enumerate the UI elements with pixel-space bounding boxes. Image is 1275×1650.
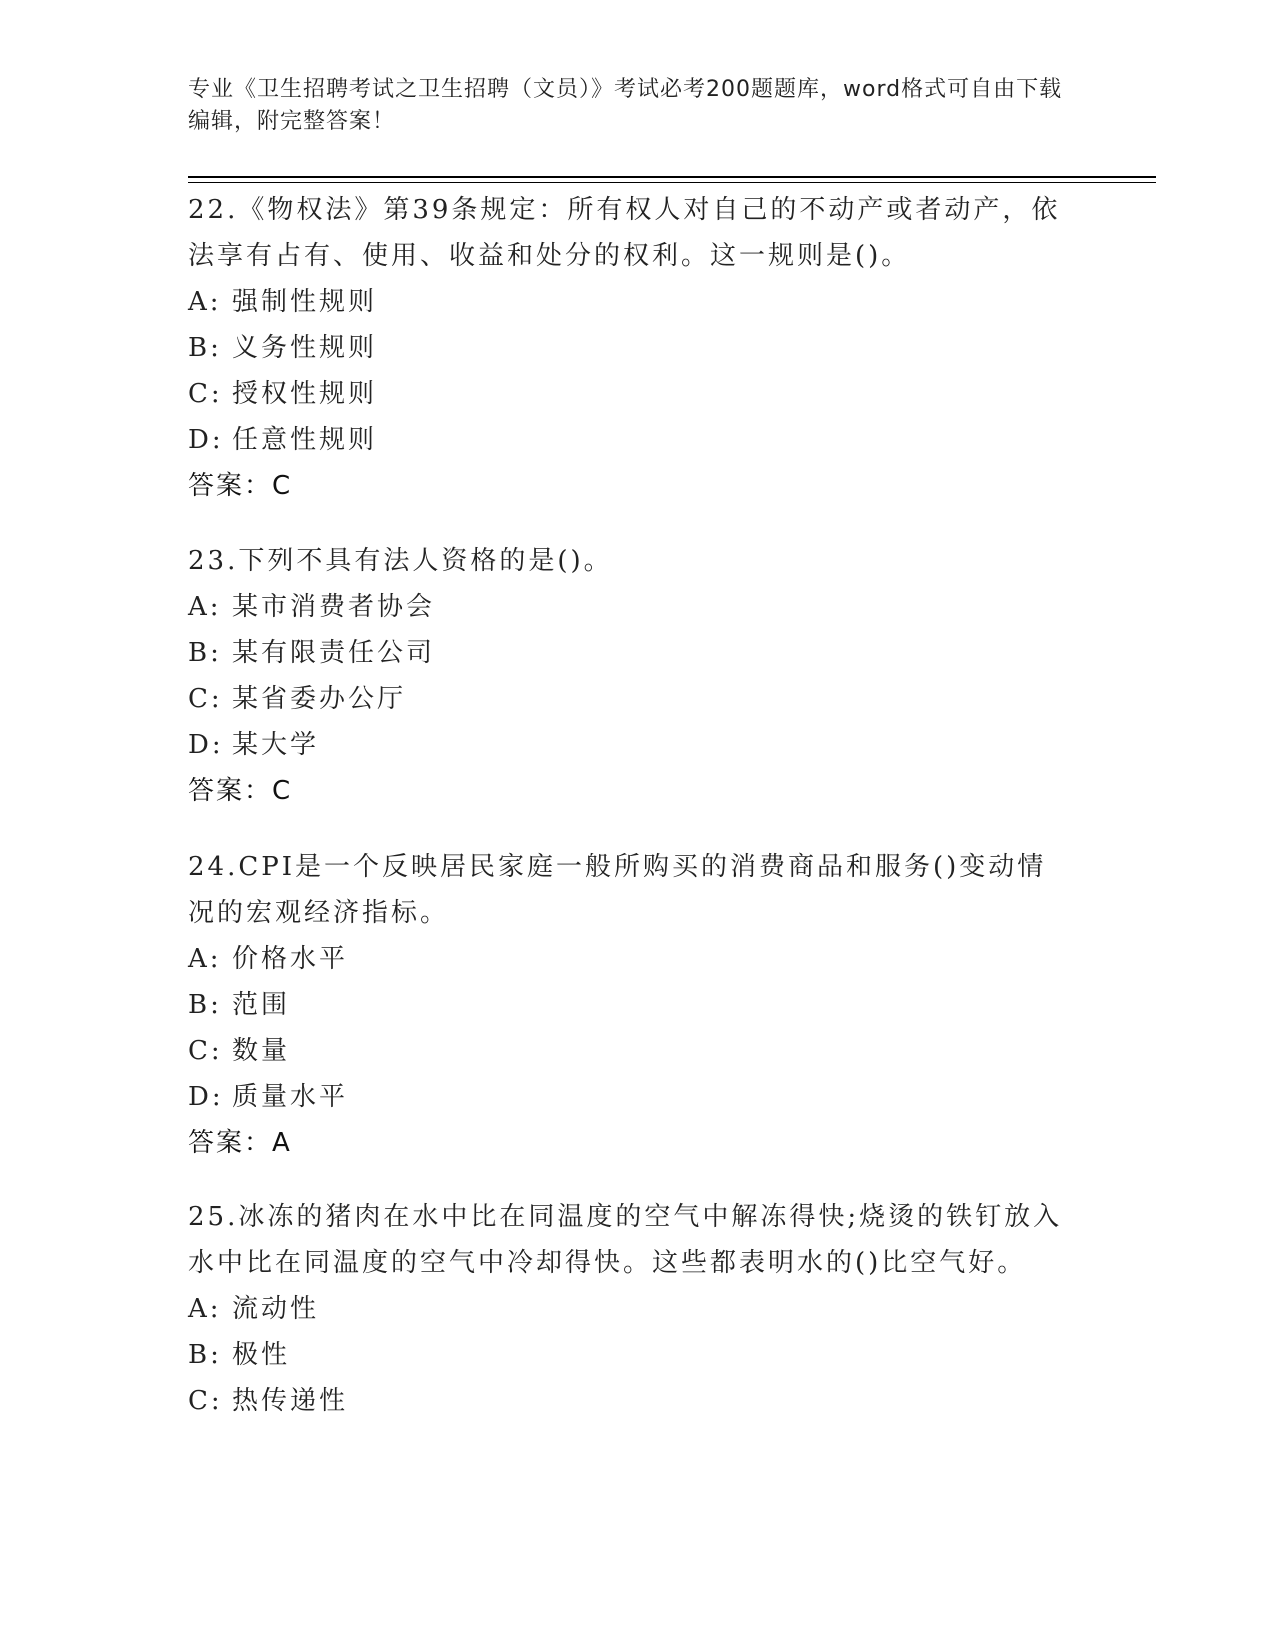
- option-c: [188, 1028, 1068, 1074]
- question-block-25: [188, 1194, 1068, 1424]
- option-letter: C:: [188, 1386, 223, 1416]
- question-block-23: [188, 538, 1068, 814]
- option-letter: D:: [188, 730, 224, 760]
- answer-text: 答案：C: [188, 776, 293, 806]
- option-letter: C:: [188, 1036, 223, 1066]
- document-header: 专业《卫生招聘考试之卫生招聘（文员）》考试必考200题题库，word格式可自由下载编辑，附完整答案！: [188, 77, 1063, 134]
- option-letter: B:: [188, 638, 222, 668]
- option-letter: D:: [188, 1082, 224, 1112]
- option-letter: A:: [188, 287, 222, 317]
- option-text: 某有限责任公司: [232, 638, 436, 668]
- option-a: [188, 279, 1068, 325]
- option-b: [188, 630, 1068, 676]
- option-text: 热传递性: [232, 1386, 349, 1416]
- option-text: 范围: [232, 990, 291, 1020]
- question-text: 23.下列不具有法人资格的是()。: [188, 546, 613, 576]
- option-d: [188, 722, 1068, 768]
- option-letter: C:: [188, 684, 223, 714]
- option-a: [188, 936, 1068, 982]
- option-d: [188, 417, 1068, 463]
- header-divider-top: [188, 176, 1156, 178]
- option-text: 强制性规则: [232, 287, 378, 317]
- question-text: 25.冰冻的猪肉在水中比在同温度的空气中解冻得快;烧烫的铁钉放入水中比在同温度的空气中冷却得快。这些都表明水的()比空气好。: [188, 1202, 1063, 1278]
- option-a: [188, 584, 1068, 630]
- option-text: 某大学: [232, 730, 320, 760]
- option-c: [188, 1378, 1068, 1424]
- question-text: 22.《物权法》第39条规定：所有权人对自己的不动产或者动产，依法享有占有、使用、收益和处分的权利。这一规则是()。: [188, 195, 1061, 271]
- option-text: 极性: [232, 1340, 291, 1370]
- option-b: [188, 1332, 1068, 1378]
- answer-text: 答案：C: [188, 471, 293, 501]
- option-letter: A:: [188, 944, 222, 974]
- header-divider-bottom: [188, 182, 1156, 183]
- option-text: 数量: [232, 1036, 291, 1066]
- question-block-22: [188, 187, 1068, 509]
- option-letter: B:: [188, 1340, 222, 1370]
- option-letter: D:: [188, 425, 224, 455]
- option-text: 授权性规则: [232, 379, 378, 409]
- option-c: [188, 371, 1068, 417]
- option-text: 流动性: [232, 1294, 320, 1324]
- option-letter: A:: [188, 592, 222, 622]
- option-c: [188, 676, 1068, 722]
- option-a: [188, 1286, 1068, 1332]
- option-d: [188, 1074, 1068, 1120]
- option-letter: B:: [188, 990, 222, 1020]
- option-text: 价格水平: [232, 944, 349, 974]
- option-text: 某省委办公厅: [232, 684, 407, 714]
- question-block-24: [188, 844, 1068, 1166]
- option-text: 任意性规则: [232, 425, 378, 455]
- option-text: 质量水平: [232, 1082, 349, 1112]
- option-letter: B:: [188, 333, 222, 363]
- option-b: [188, 982, 1068, 1028]
- option-text: 义务性规则: [232, 333, 378, 363]
- option-b: [188, 325, 1068, 371]
- question-text: 24.CPI是一个反映居民家庭一般所购买的消费商品和服务()变动情况的宏观经济指标。: [188, 852, 1047, 928]
- option-letter: C:: [188, 379, 223, 409]
- option-text: 某市消费者协会: [232, 592, 436, 622]
- answer-text: 答案：A: [188, 1128, 292, 1158]
- option-letter: A:: [188, 1294, 222, 1324]
